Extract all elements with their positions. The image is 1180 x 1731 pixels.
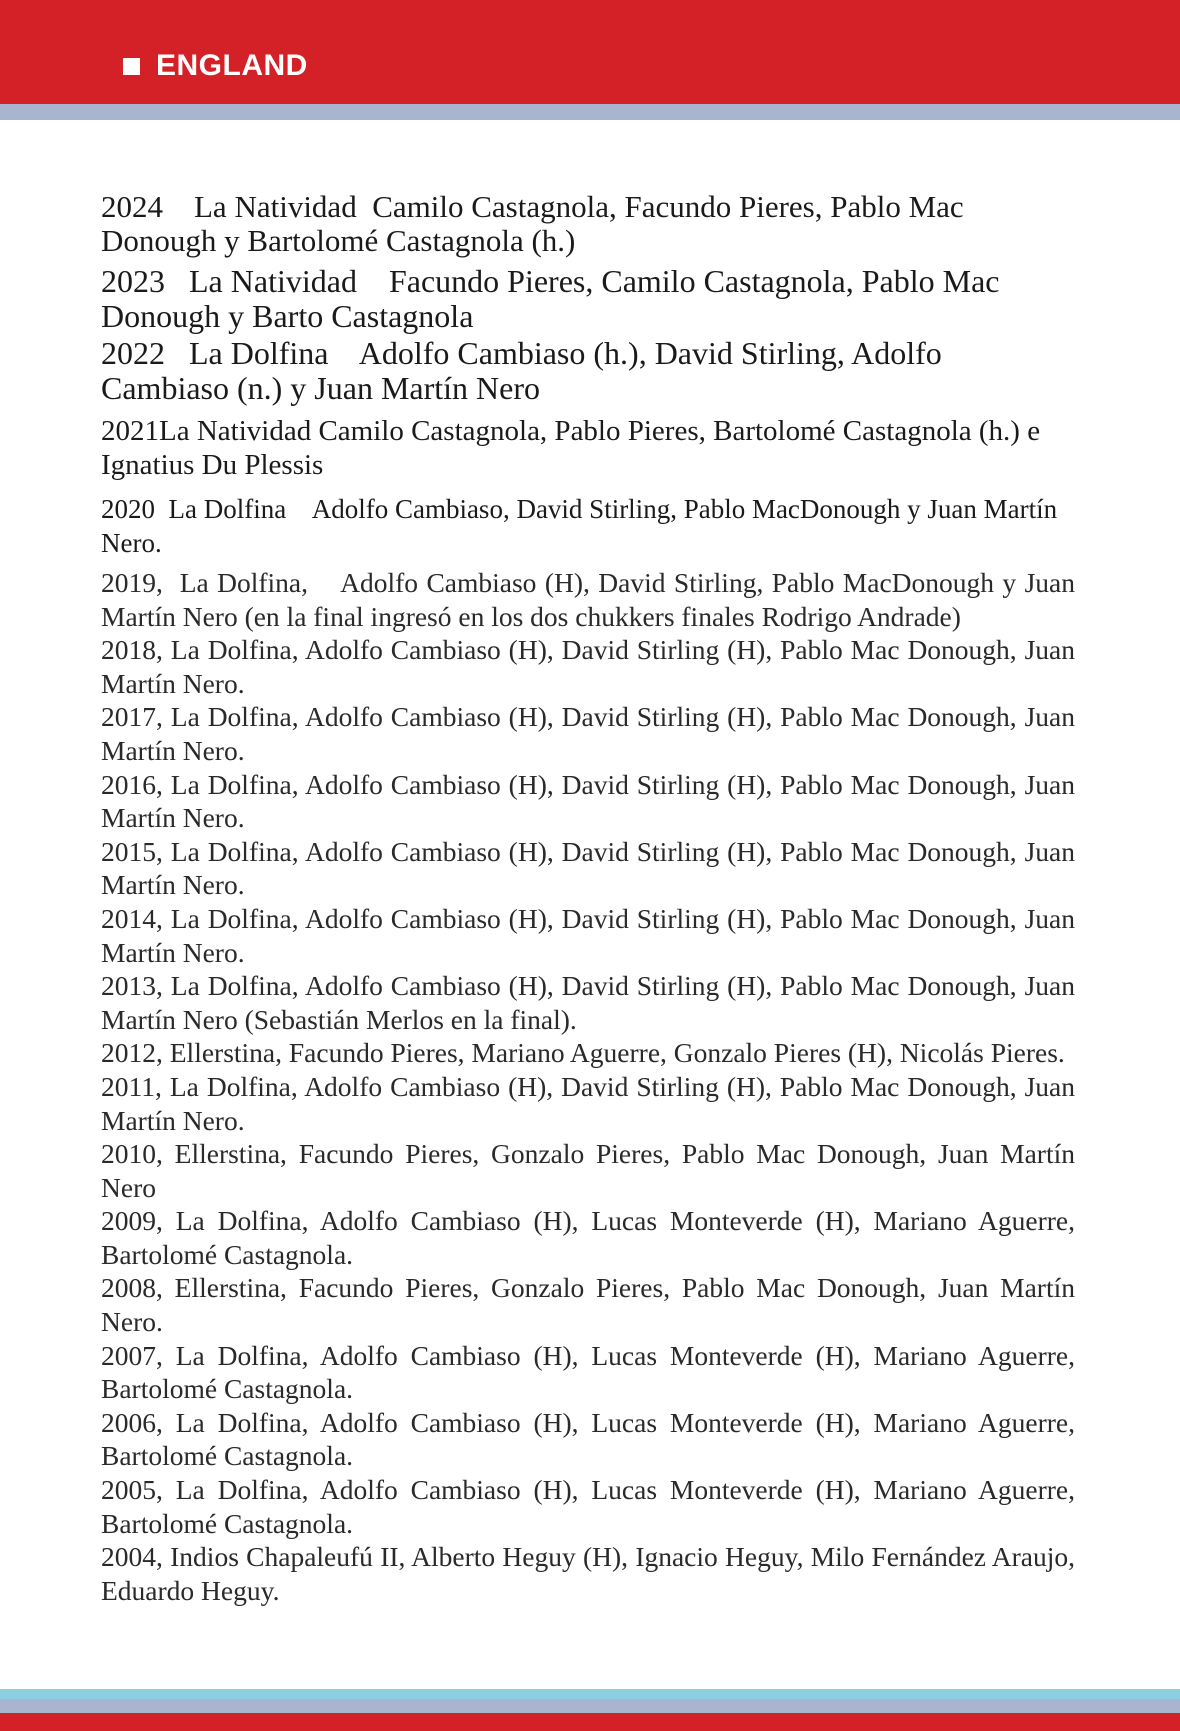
list-item: 2010, Ellerstina, Facundo Pieres, Gonzalo Pieres, Pablo Mac Donough, Juan Martín Nero — [101, 1138, 1082, 1203]
list-item: 2018, La Dolfina, Adolfo Cambiaso (H), David Stirling (H), Pablo Mac Donough, Juan Martín Nero. — [101, 634, 1082, 699]
list-item: 2024 La Natividad Camilo Castagnola, Facundo Pieres, Pablo Mac Donough y Bartolomé Castagnola (h.) — [101, 189, 972, 258]
list-item: 2011, La Dolfina, Adolfo Cambiaso (H), David Stirling (H), Pablo Mac Donough, Juan Martín Nero. — [101, 1070, 1082, 1136]
list-item: 2005, La Dolfina, Adolfo Cambiaso (H), Lucas Monteverde (H), Mariano Aguerre, Bartolomé Castagnola. — [101, 1474, 1082, 1539]
list-item: 2012, Ellerstina, Facundo Pieres, Mariano Aguerre, Gonzalo Pieres (H), Nicolás Pieres. — [101, 1037, 1065, 1069]
list-item: 2014, La Dolfina, Adolfo Cambiaso (H), David Stirling (H), Pablo Mac Donough, Juan Martín Nero. — [101, 902, 1082, 968]
list-item: 2013, La Dolfina, Adolfo Cambiaso (H), David Stirling (H), Pablo Mac Donough, Juan Martín Nero (Sebastián Merlos en la final). — [101, 970, 1082, 1035]
list-item: 2016, La Dolfina, Adolfo Cambiaso (H), David Stirling (H), Pablo Mac Donough, Juan Martín Nero. — [101, 768, 1082, 834]
list-item: 2019, La Dolfina, Adolfo Cambiaso (H), David Stirling, Pablo MacDonough y Juan Martín Nero (en la final ingresó en los dos chukkers finales Rodrigo Andrade) — [101, 567, 1082, 632]
list-item: 2006, La Dolfina, Adolfo Cambiaso (H), Lucas Monteverde (H), Mariano Aguerre, Bartolomé Castagnola. — [101, 1406, 1082, 1472]
list-item: 2015, La Dolfina, Adolfo Cambiaso (H), David Stirling (H), Pablo Mac Donough, Juan Martín Nero. — [101, 835, 1082, 901]
list-item: 2008, Ellerstina, Facundo Pieres, Gonzalo Pieres, Pablo Mac Donough, Juan Martín Nero. — [101, 1272, 1082, 1338]
list-item: 2023 La Natividad Facundo Pieres, Camilo Castagnola, Pablo Mac Donough y Barto Castagnola — [101, 263, 1008, 334]
header-stripe — [0, 104, 1180, 120]
list-item: 2007, La Dolfina, Adolfo Cambiaso (H), Lucas Monteverde (H), Mariano Aguerre, Bartolomé Castagnola. — [101, 1339, 1082, 1405]
footer-stripe-light — [0, 1689, 1180, 1699]
list-item: 2009, La Dolfina, Adolfo Cambiaso (H), Lucas Monteverde (H), Mariano Aguerre, Bartolomé Castagnola. — [101, 1205, 1082, 1270]
list-item: 2020 La Dolfina Adolfo Cambiaso, David Stirling, Pablo MacDonough y Juan Martín Nero. — [101, 494, 1064, 558]
list-item: 2022 La Dolfina Adolfo Cambiaso (h.), David Stirling, Adolfo Cambiaso (n.) y Juan Martín Nero — [101, 335, 950, 406]
list-item: 2017, La Dolfina, Adolfo Cambiaso (H), David Stirling (H), Pablo Mac Donough, Juan Martín Nero. — [101, 701, 1082, 766]
footer-band — [0, 1713, 1180, 1731]
list-item: 2004, Indios Chapaleufú II, Alberto Heguy (H), Ignacio Heguy, Milo Fernández Araujo, Eduardo Heguy. — [101, 1541, 1082, 1606]
winners-list — [101, 189, 1082, 1607]
list-item: 2021La Natividad Camilo Castagnola, Pablo Pieres, Bartolomé Castagnola (h.) e Ignatius Du Plessis — [101, 415, 1048, 481]
section-title: ENGLAND — [156, 49, 308, 82]
section-square-icon — [123, 58, 140, 75]
footer-stripe — [0, 1699, 1180, 1713]
